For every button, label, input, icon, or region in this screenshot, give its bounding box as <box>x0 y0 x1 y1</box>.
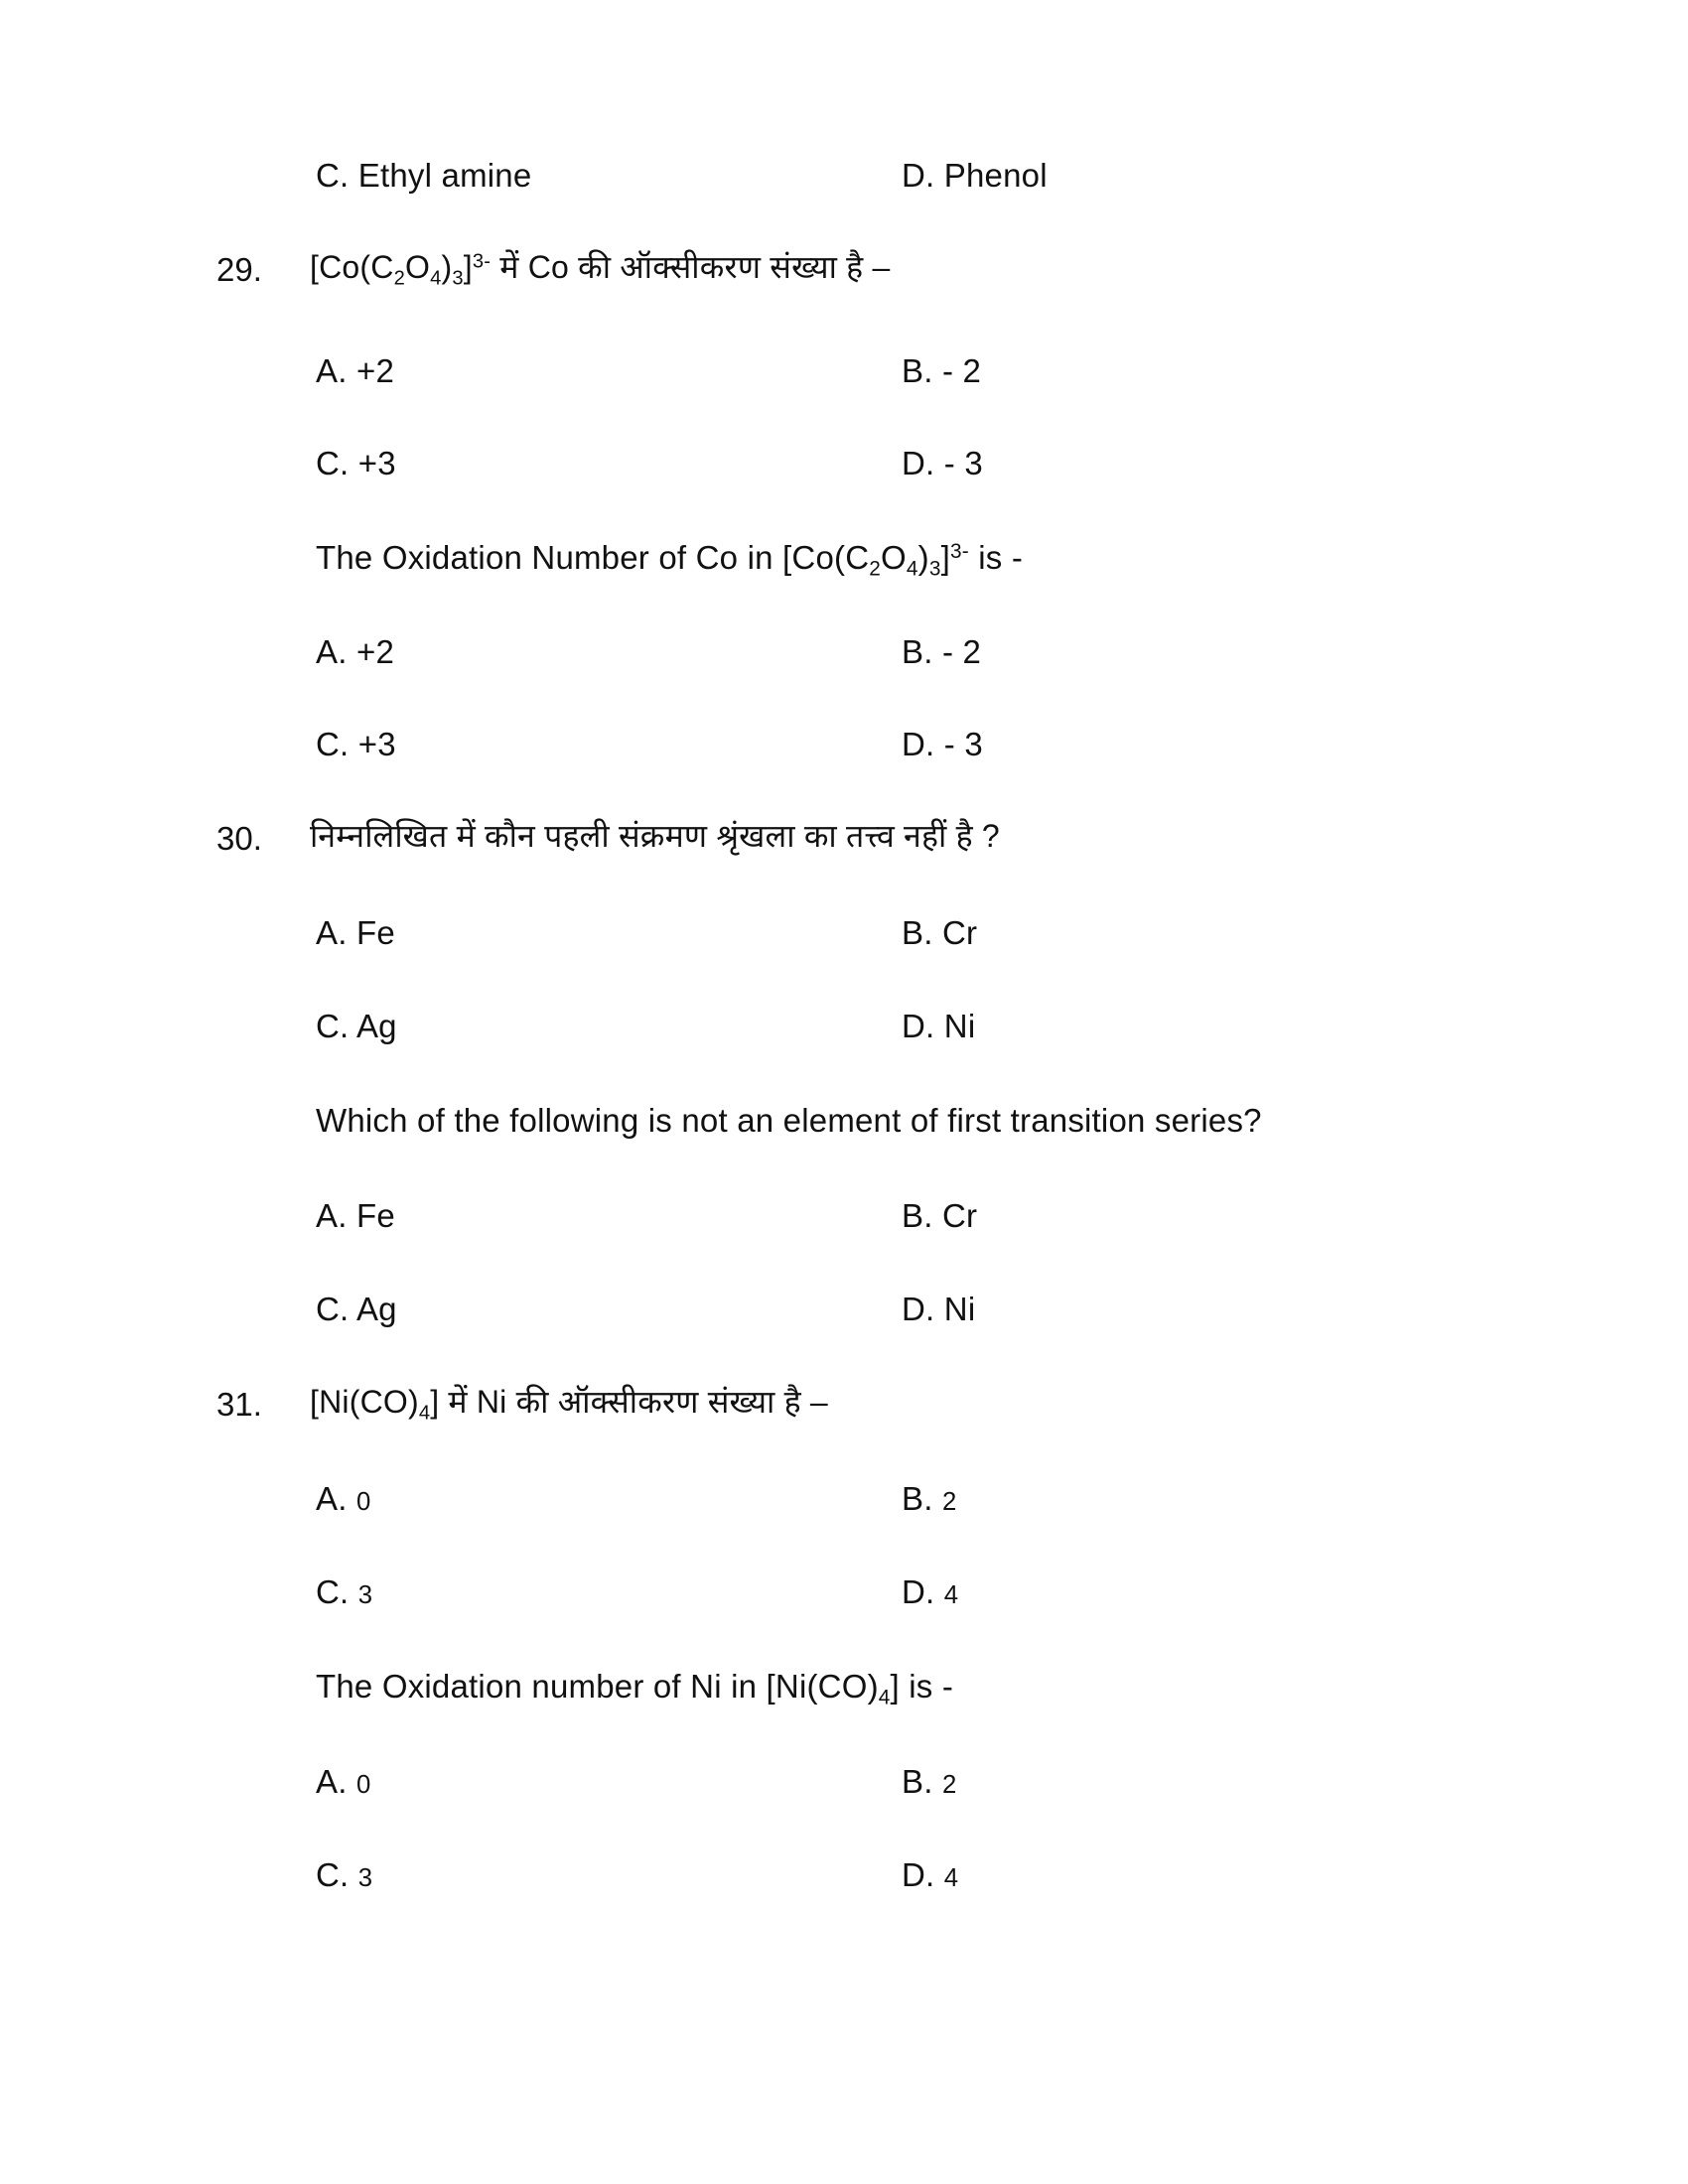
english-sentence-lead: The Oxidation number of Ni in [Ni(CO) <box>316 1668 879 1705</box>
option-label: C. <box>316 1291 350 1327</box>
formula-subscript: 2 <box>393 267 405 290</box>
option-value: Ni <box>943 1291 976 1327</box>
option-label: D. <box>902 445 935 481</box>
question-number-31: 31. <box>216 1386 262 1423</box>
formula-superscript: 3- <box>949 540 969 564</box>
english-sentence-tail: is - <box>968 539 1024 576</box>
question-number-30: 30. <box>216 820 262 857</box>
option-label: B. <box>902 1197 933 1234</box>
option-label: D. <box>902 1856 935 1893</box>
q31-english-option-d <box>902 1858 958 1892</box>
option-value: Ag <box>355 1291 397 1327</box>
q29-hindi-option-b <box>902 354 981 387</box>
formula-part: [Co(C <box>310 249 394 285</box>
q31-english-option-b <box>902 1765 956 1799</box>
formula-part: O <box>404 249 431 285</box>
hindi-sentence: में Co की ऑक्सीकरण संख्या है – <box>491 249 891 285</box>
q31-english-option-a <box>316 1765 370 1799</box>
option-value: 0 <box>355 1771 371 1799</box>
formula-part: ] <box>463 249 473 285</box>
option-label: A. <box>316 1763 348 1800</box>
option-label: D. <box>902 157 935 194</box>
option-text: Phenol <box>943 157 1048 194</box>
q30-english-option-b <box>902 1199 977 1232</box>
q31-english-option-c <box>316 1858 372 1892</box>
q29-hindi-option-c <box>316 447 396 479</box>
q30-english-option-a <box>316 1199 395 1232</box>
option-value: +3 <box>357 726 396 762</box>
formula-subscript: 3 <box>452 267 464 290</box>
option-label: A. <box>316 633 348 670</box>
option-value: 4 <box>943 1864 959 1892</box>
option-label: B. <box>902 914 933 951</box>
q29-english-option-a <box>316 635 394 668</box>
question-31-hindi-text <box>310 1384 828 1425</box>
formula-subscript: 4 <box>906 557 918 581</box>
formula-part: ) <box>917 539 929 576</box>
q31-hindi-option-b <box>902 1482 956 1516</box>
option-value: +2 <box>355 352 394 389</box>
option-label: A. <box>316 914 348 951</box>
option-value: 3 <box>357 1581 373 1609</box>
english-sentence-tail: is - <box>899 1668 954 1705</box>
formula-nickel-carbonyl <box>310 1384 440 1425</box>
q29-english-option-d <box>902 728 983 760</box>
option-label: B. <box>902 1480 933 1517</box>
question-30-english-text: Which of the following is not an element of first transition series? <box>316 1102 1262 1139</box>
carryover-option-d <box>902 159 1048 192</box>
option-label: C. <box>316 445 350 481</box>
question-29-hindi-text <box>310 249 891 290</box>
option-label: B. <box>902 352 933 389</box>
formula-part: ] <box>940 539 950 576</box>
option-value: Cr <box>941 914 978 951</box>
q30-hindi-option-a <box>316 916 395 949</box>
option-label: C. <box>316 726 350 762</box>
q29-hindi-option-d <box>902 447 983 479</box>
q29-english-option-c <box>316 728 396 760</box>
q29-english-option-b <box>902 635 981 668</box>
option-value: - 3 <box>943 726 983 762</box>
option-value: - 2 <box>941 352 982 389</box>
formula-co-oxalate <box>310 249 492 290</box>
english-sentence-lead: The Oxidation Number of Co in [Co(C <box>316 539 870 576</box>
option-text: Ethyl amine <box>357 157 532 194</box>
option-label: A. <box>316 1480 348 1517</box>
formula-subscript: 2 <box>869 557 881 581</box>
option-label: D. <box>902 1008 935 1044</box>
formula-part: ] <box>430 1384 440 1420</box>
formula-subscript: 3 <box>928 557 941 581</box>
option-value: 4 <box>943 1581 959 1609</box>
option-value: 0 <box>355 1488 371 1516</box>
formula-part: O <box>881 539 907 576</box>
option-value: +2 <box>355 633 394 670</box>
option-value: Fe <box>355 914 395 951</box>
formula-part: [Ni(CO) <box>310 1384 419 1420</box>
option-label: D. <box>902 1573 935 1610</box>
q30-hindi-option-c <box>316 1010 397 1042</box>
question-number-29: 29. <box>216 251 262 288</box>
option-label: D. <box>902 1291 935 1327</box>
q31-hindi-option-c <box>316 1575 372 1609</box>
option-label: C. <box>316 1573 350 1610</box>
option-label: C. <box>316 1856 350 1893</box>
carryover-option-c <box>316 159 531 192</box>
formula-part: ] <box>890 1668 900 1705</box>
formula-subscript: 4 <box>878 1686 891 1709</box>
q31-hindi-option-d <box>902 1575 958 1609</box>
option-value: Fe <box>355 1197 395 1234</box>
question-29-english-text <box>316 539 1024 581</box>
option-label: A. <box>316 1197 348 1234</box>
hindi-sentence: में Ni की ऑक्सीकरण संख्या है – <box>439 1384 828 1420</box>
option-label: C. <box>316 157 350 194</box>
option-label: B. <box>902 633 933 670</box>
question-31-english-text <box>316 1668 954 1709</box>
option-label: C. <box>316 1008 350 1044</box>
q30-english-option-c <box>316 1293 397 1325</box>
q30-hindi-option-b <box>902 916 977 949</box>
formula-part: ) <box>441 249 453 285</box>
option-value: 2 <box>941 1488 957 1516</box>
q30-hindi-option-d <box>902 1010 975 1042</box>
option-value: Cr <box>941 1197 978 1234</box>
option-value: 2 <box>941 1771 957 1799</box>
option-value: - 3 <box>943 445 983 481</box>
option-label: A. <box>316 352 348 389</box>
q31-hindi-option-a <box>316 1482 370 1516</box>
formula-superscript: 3- <box>472 250 492 273</box>
option-value: Ag <box>355 1008 397 1044</box>
option-value: - 2 <box>941 633 982 670</box>
formula-subscript: 4 <box>418 1402 431 1425</box>
option-value: 3 <box>357 1864 373 1892</box>
q29-hindi-option-a <box>316 354 394 387</box>
option-label: B. <box>902 1763 933 1800</box>
formula-subscript: 4 <box>430 267 442 290</box>
option-label: D. <box>902 726 935 762</box>
q30-english-option-d <box>902 1293 975 1325</box>
question-30-hindi-text: निम्नलिखित में कौन पहली संक्रमण श्रृंखला का तत्त्व नहीं है ? <box>310 818 1000 854</box>
option-value: Ni <box>943 1008 976 1044</box>
option-value: +3 <box>357 445 396 481</box>
